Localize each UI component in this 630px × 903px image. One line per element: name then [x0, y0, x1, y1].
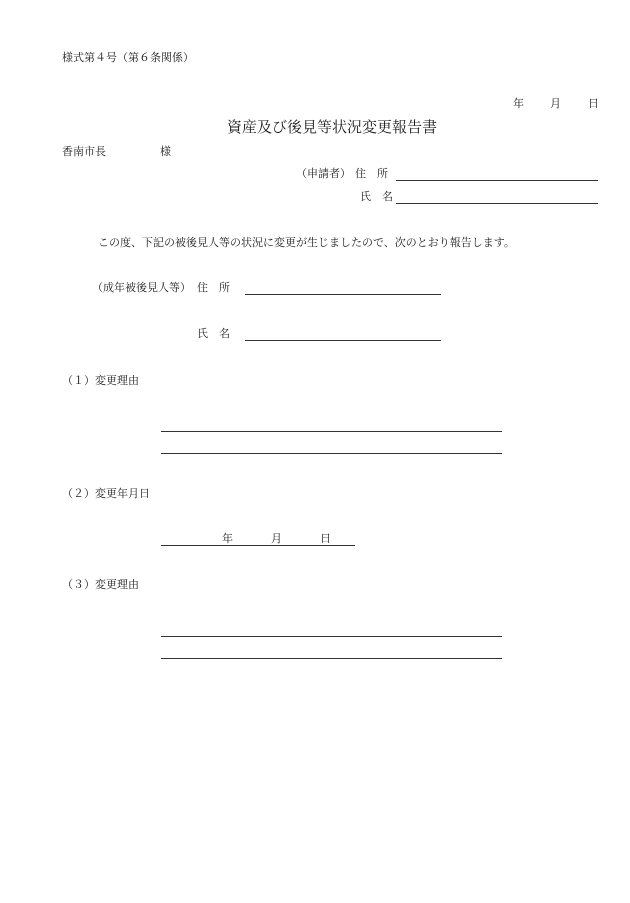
- change-date-day-label: 日: [320, 532, 331, 545]
- change-date-year-label: 年: [222, 532, 233, 545]
- ward-address-label: 住 所: [197, 281, 230, 294]
- change-date-month-label: 月: [271, 532, 282, 545]
- date-day-label: 日: [588, 97, 599, 110]
- ward-name-label: 氏 名: [197, 327, 230, 340]
- reason-line-1[interactable]: [161, 636, 502, 637]
- ward-label: （成年被後見人等）: [92, 281, 191, 294]
- date-year-label: 年: [513, 97, 524, 110]
- applicant-address-field[interactable]: [396, 180, 598, 181]
- applicant-name-label: 氏 名: [360, 190, 393, 203]
- reason-line-2[interactable]: [161, 658, 502, 659]
- applicant-name-field[interactable]: [396, 203, 598, 204]
- applicant-label: （申請者）: [296, 167, 351, 180]
- document-title: 資産及び後見等状況変更報告書: [227, 118, 438, 136]
- addressee-name: 香南市長: [62, 145, 106, 158]
- reason-line-2[interactable]: [161, 453, 502, 454]
- section-label: （３）変更理由: [62, 578, 139, 591]
- form-label: 様式第４号（第６条関係）: [62, 51, 194, 64]
- date-month-label: 月: [550, 97, 561, 110]
- section-label: （１）変更理由: [62, 374, 139, 387]
- intro-text: この度、下記の被後見人等の状況に変更が生じましたので、次のとおり報告します。: [98, 236, 515, 249]
- reason-line-1[interactable]: [161, 431, 502, 432]
- section-label: （２）変更年月日: [62, 487, 150, 500]
- applicant-address-label: 住 所: [355, 167, 388, 180]
- change-date-field[interactable]: [161, 545, 355, 546]
- ward-address-field[interactable]: [245, 294, 441, 295]
- addressee-honorific: 様: [160, 145, 171, 158]
- ward-name-field[interactable]: [245, 340, 441, 341]
